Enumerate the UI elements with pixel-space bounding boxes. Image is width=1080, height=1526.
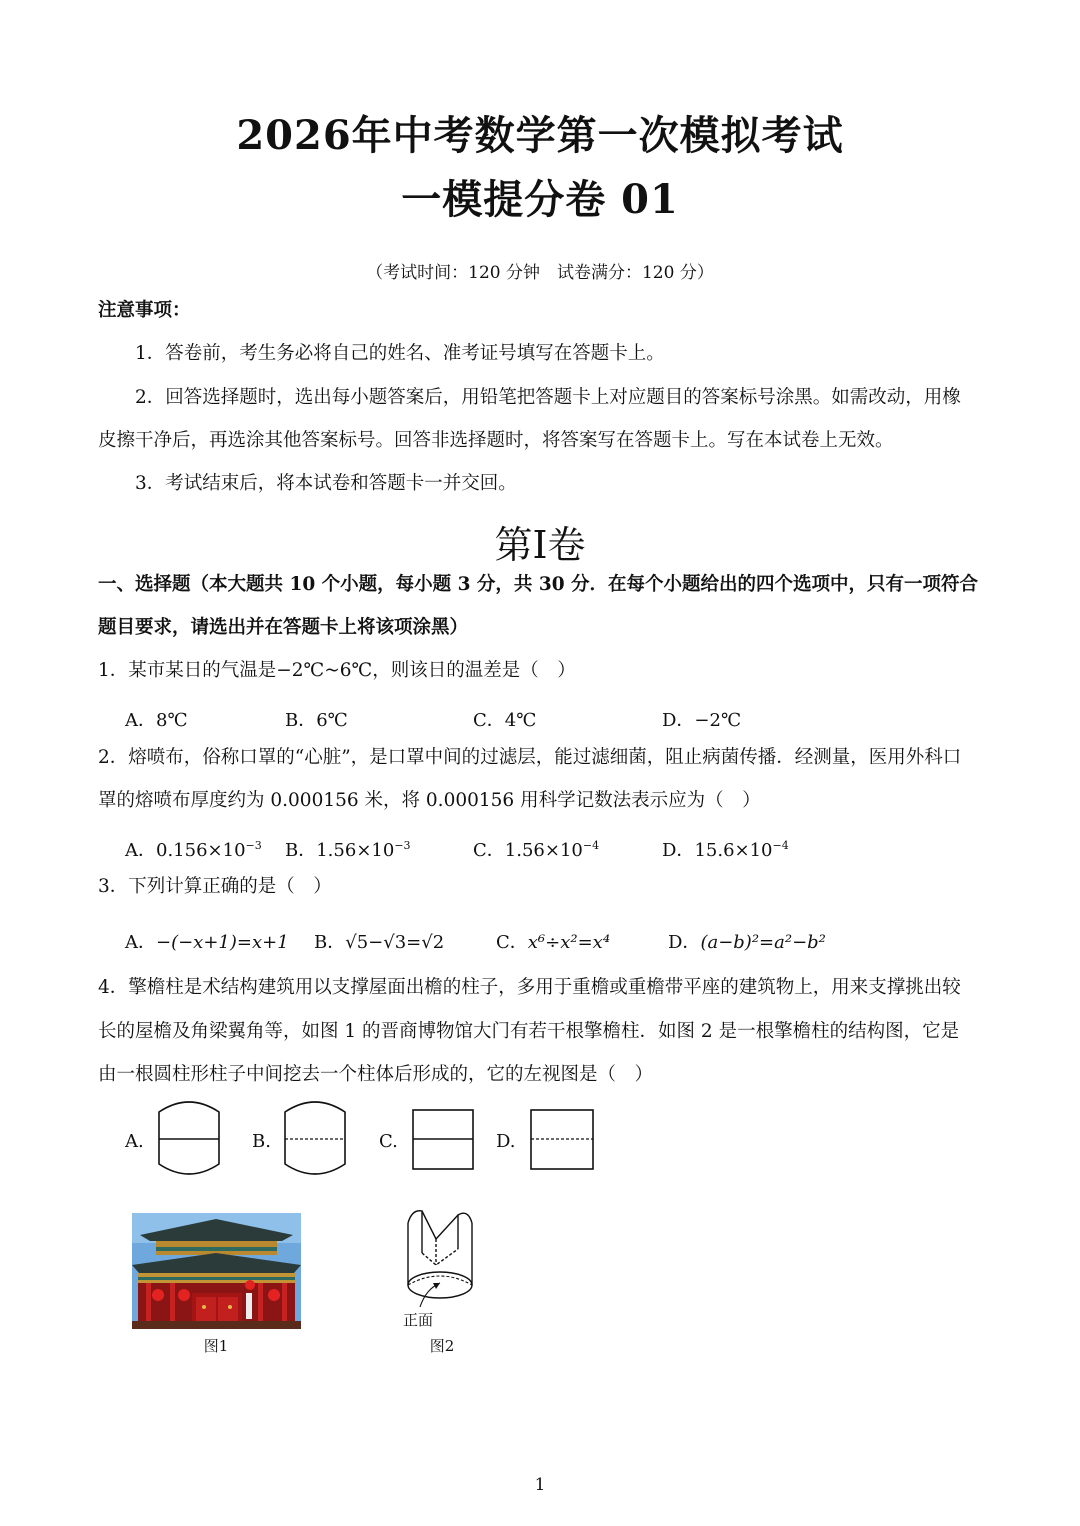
q2-option-a-label: A． xyxy=(125,840,156,861)
q2-option-d-exp: −4 xyxy=(772,839,789,852)
part1-heading-line-2: 题目要求，请选出并在答题卡上将该项涂黑） xyxy=(98,617,469,638)
figure1-caption: 图1 xyxy=(203,1337,229,1355)
q4-option-a-label: A. xyxy=(125,1131,144,1152)
exam-subtitle: 一模提分卷 01 xyxy=(401,176,679,223)
q4-option-b-label: B. xyxy=(252,1131,271,1152)
q3-option-c xyxy=(496,928,610,954)
q3-stem: 3．下列计算正确的是（ ） xyxy=(98,876,332,897)
exam-info: （考试时间：120 分钟 试卷满分：120 分） xyxy=(366,263,714,283)
q2-option-b xyxy=(285,836,411,862)
q3-option-a xyxy=(125,928,289,954)
q2-stem-line-1: 2．熔喷布，俗称口罩的“心脏”，是口罩中间的过滤层，能过滤细菌，阻止病菌传播．经测量，医用外科口 xyxy=(98,747,962,768)
figure2-caption: 图2 xyxy=(429,1337,455,1355)
q2-stem-line-2: 罩的熔喷布厚度约为 0.000156 米，将 0.000156 用科学记数法表示应为（ ） xyxy=(98,790,761,811)
q3-option-b-expr: √5−√3=√2 xyxy=(345,932,445,953)
page-number: 1 xyxy=(534,1475,546,1495)
museum-gate-photo xyxy=(132,1213,301,1329)
q4-option-d-label: D. xyxy=(496,1131,516,1152)
q3-option-a-label: A． xyxy=(125,932,156,953)
section-title: 第I卷 xyxy=(494,523,586,567)
q3-option-c-label: C． xyxy=(496,932,528,953)
q3-option-a-expr: −(−x+1)=x+1 xyxy=(156,932,289,953)
q1-option-b: B．6℃ xyxy=(285,710,348,731)
q4-option-c-label: C. xyxy=(379,1131,398,1152)
q2-option-c-exp: −4 xyxy=(582,839,600,852)
q2-option-a-exp: −3 xyxy=(245,839,262,852)
notice-item-3: 3．考试结束后，将本试卷和答题卡一并交回。 xyxy=(135,473,517,494)
q2-option-d xyxy=(662,836,789,862)
q2-option-a xyxy=(125,836,262,862)
notice-heading: 注意事项： xyxy=(98,300,191,321)
q2-option-c-base: 1.56×10 xyxy=(504,840,583,861)
q2-option-d-label: D． xyxy=(662,840,695,861)
q2-option-b-label: B． xyxy=(285,840,317,861)
q4-stem-line-1: 4．擎檐柱是术结构建筑用以支撑屋面出檐的柱子，多用于重檐或重檐带平座的建筑物上，用来支撑挑出较 xyxy=(98,977,961,998)
q2-option-c-label: C． xyxy=(473,840,505,861)
q2-option-c xyxy=(473,836,599,862)
q4-stem-line-2: 长的屋檐及角梁翼角等，如图 1 的晋商博物馆大门有若干根擎檐柱．如图 2 是一根擎檐柱的结构图，它是 xyxy=(98,1021,960,1042)
q4-option-d-figure xyxy=(530,1109,594,1171)
q1-option-a: A．8℃ xyxy=(125,710,188,731)
q3-option-d-label: D． xyxy=(668,932,701,953)
q4-option-c-figure xyxy=(412,1109,474,1171)
notice-item-2-line-2: 皮擦干净后，再选涂其他答案标号。回答非选择题时，将答案写在答题卡上。写在本试卷上无效。 xyxy=(98,430,894,451)
q2-option-b-base: 1.56×10 xyxy=(316,840,395,861)
notice-item-1: 1．答卷前，考生务必将自己的姓名、准考证号填写在答题卡上。 xyxy=(135,343,665,364)
part1-heading-line-1: 一、选择题（本大题共 10 个小题，每小题 3 分，共 30 分．在每个小题给出的四个选项中，只有一项符合 xyxy=(98,574,979,595)
front-direction-label: 正面 xyxy=(402,1311,433,1329)
q2-option-d-base: 15.6×10 xyxy=(694,840,773,861)
q3-option-d-expr: (a−b)²=a²−b² xyxy=(700,932,826,953)
q1-option-c: C．4℃ xyxy=(473,710,537,731)
q4-stem-line-3: 由一根圆柱形柱子中间挖去一个柱体后形成的，它的左视图是（ ） xyxy=(98,1064,654,1085)
q4-option-a-figure xyxy=(158,1098,220,1180)
q3-option-c-expr: x⁶÷x²=x⁴ xyxy=(527,932,611,953)
q4-option-b-figure xyxy=(284,1098,346,1180)
q1-stem: 1．某市某日的气温是−2℃~6℃，则该日的温差是（ ） xyxy=(98,660,576,681)
exam-title: 2026年中考数学第一次模拟考试 xyxy=(236,112,844,159)
q3-option-b-label: B． xyxy=(314,932,346,953)
q3-option-d xyxy=(668,928,826,954)
carved-column-figure xyxy=(396,1203,486,1309)
q3-option-b xyxy=(314,928,444,954)
q2-option-b-exp: −3 xyxy=(394,839,411,852)
notice-item-2-line-1: 2．回答选择题时，选出每小题答案后，用铅笔把答题卡上对应题目的答案标号涂黑。如需改动，用橡 xyxy=(135,387,961,408)
q1-option-d: D．−2℃ xyxy=(662,710,742,731)
q2-option-a-base: 0.156×10 xyxy=(156,840,246,861)
